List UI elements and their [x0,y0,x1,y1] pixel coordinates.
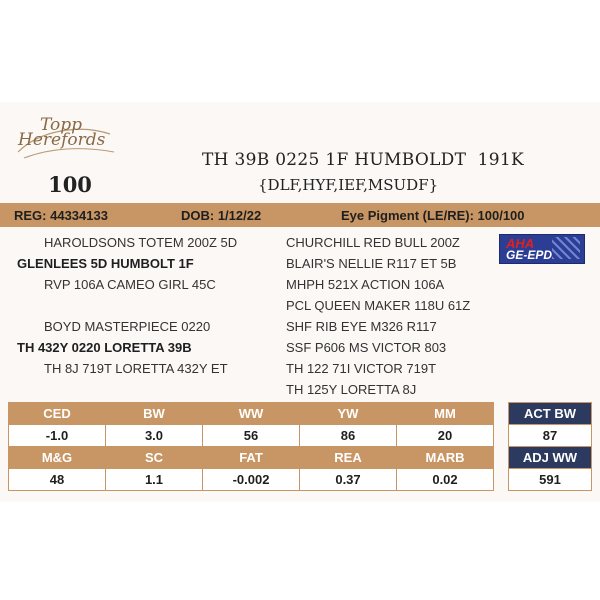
pedigree-right-1: CHURCHILL RED BULL 200Z [286,235,460,250]
info-bar [0,203,600,227]
pedigree-right-7: TH 122 71I VICTOR 719T [286,361,437,376]
lot-number: 100 [48,172,92,197]
epd-header-bw: BW [106,403,203,425]
weights-table [508,402,592,491]
epd-header-yw: YW [300,403,397,425]
pedigree-right-4: PCL QUEEN MAKER 118U 61Z [286,298,471,313]
genetic-tags: {DLF,HYF,IEF,MSUDF} [258,176,439,194]
epd-header-ced: CED [9,403,106,425]
epd-value-fat: -0.002 [203,469,300,491]
epd-header-rea: REA [300,447,397,469]
ranch-logo-text [18,115,106,150]
badge-line-2: GE-EPD [506,248,553,262]
eye-pigment: Eye Pigment (LE/RE): 100/100 [341,208,525,223]
pedigree-sire: GLENLEES 5D HUMBOLT 1F [17,256,194,271]
epd-value-rea: 0.37 [300,469,397,491]
epd-value-sc: 1.1 [106,469,203,491]
epd-header-mm: MM [397,403,494,425]
epd-table [8,402,494,491]
pedigree-right-3: MHPH 521X ACTION 106A [286,277,445,292]
pedigree-right-5: SHF RIB EYE M326 R117 [286,319,437,334]
adj-ww-label: ADJ WW [509,447,592,469]
epd-header-row-2 [9,447,494,469]
logo-line-1: Topp [40,115,83,135]
epd-value-ww: 56 [203,425,300,447]
adj-ww-value: 591 [509,469,592,491]
epd-header-row-1 [9,403,494,425]
epd-header-marb: MARB [397,447,494,469]
epd-value-mm: 20 [397,425,494,447]
pedigree-right-6: SSF P606 MS VICTOR 803 [286,340,447,355]
epd-value-mg: 48 [9,469,106,491]
pedigree-sire-dam: RVP 106A CAMEO GIRL 45C [44,277,216,292]
act-bw-label: ACT BW [509,403,592,425]
epd-value-yw: 86 [300,425,397,447]
animal-name: TH 39B 0225 1F HUMBOLDT 191K [202,150,524,170]
pedigree-dam-sire: BOYD MASTERPIECE 0220 [44,319,211,334]
epd-value-row-2 [9,469,494,491]
epd-value-ced: -1.0 [9,425,106,447]
epd-header-fat: FAT [203,447,300,469]
pedigree-right-8: TH 125Y LORETTA 8J [286,382,417,397]
epd-value-bw: 3.0 [106,425,203,447]
badge-pattern [552,237,580,259]
act-bw-value: 87 [509,425,592,447]
logo-line-2: Herefords [18,130,106,150]
registration-number: REG: 44334133 [14,208,108,223]
epd-header-mg: M&G [9,447,106,469]
epd-value-marb: 0.02 [397,469,494,491]
pedigree-dam-dam: TH 8J 719T LORETTA 432Y ET [44,361,228,376]
badge-line-1: AHA [506,236,535,251]
epd-value-row-1 [9,425,494,447]
epd-header-sc: SC [106,447,203,469]
pedigree-dam: TH 432Y 0220 LORETTA 39B [17,340,192,355]
aha-ge-epd-badge [499,234,585,264]
epd-header-ww: WW [203,403,300,425]
pedigree-sire-sire: HAROLDSONS TOTEM 200Z 5D [44,235,238,250]
pedigree-right-2: BLAIR'S NELLIE R117 ET 5B [286,256,457,271]
date-of-birth: DOB: 1/12/22 [181,208,262,223]
